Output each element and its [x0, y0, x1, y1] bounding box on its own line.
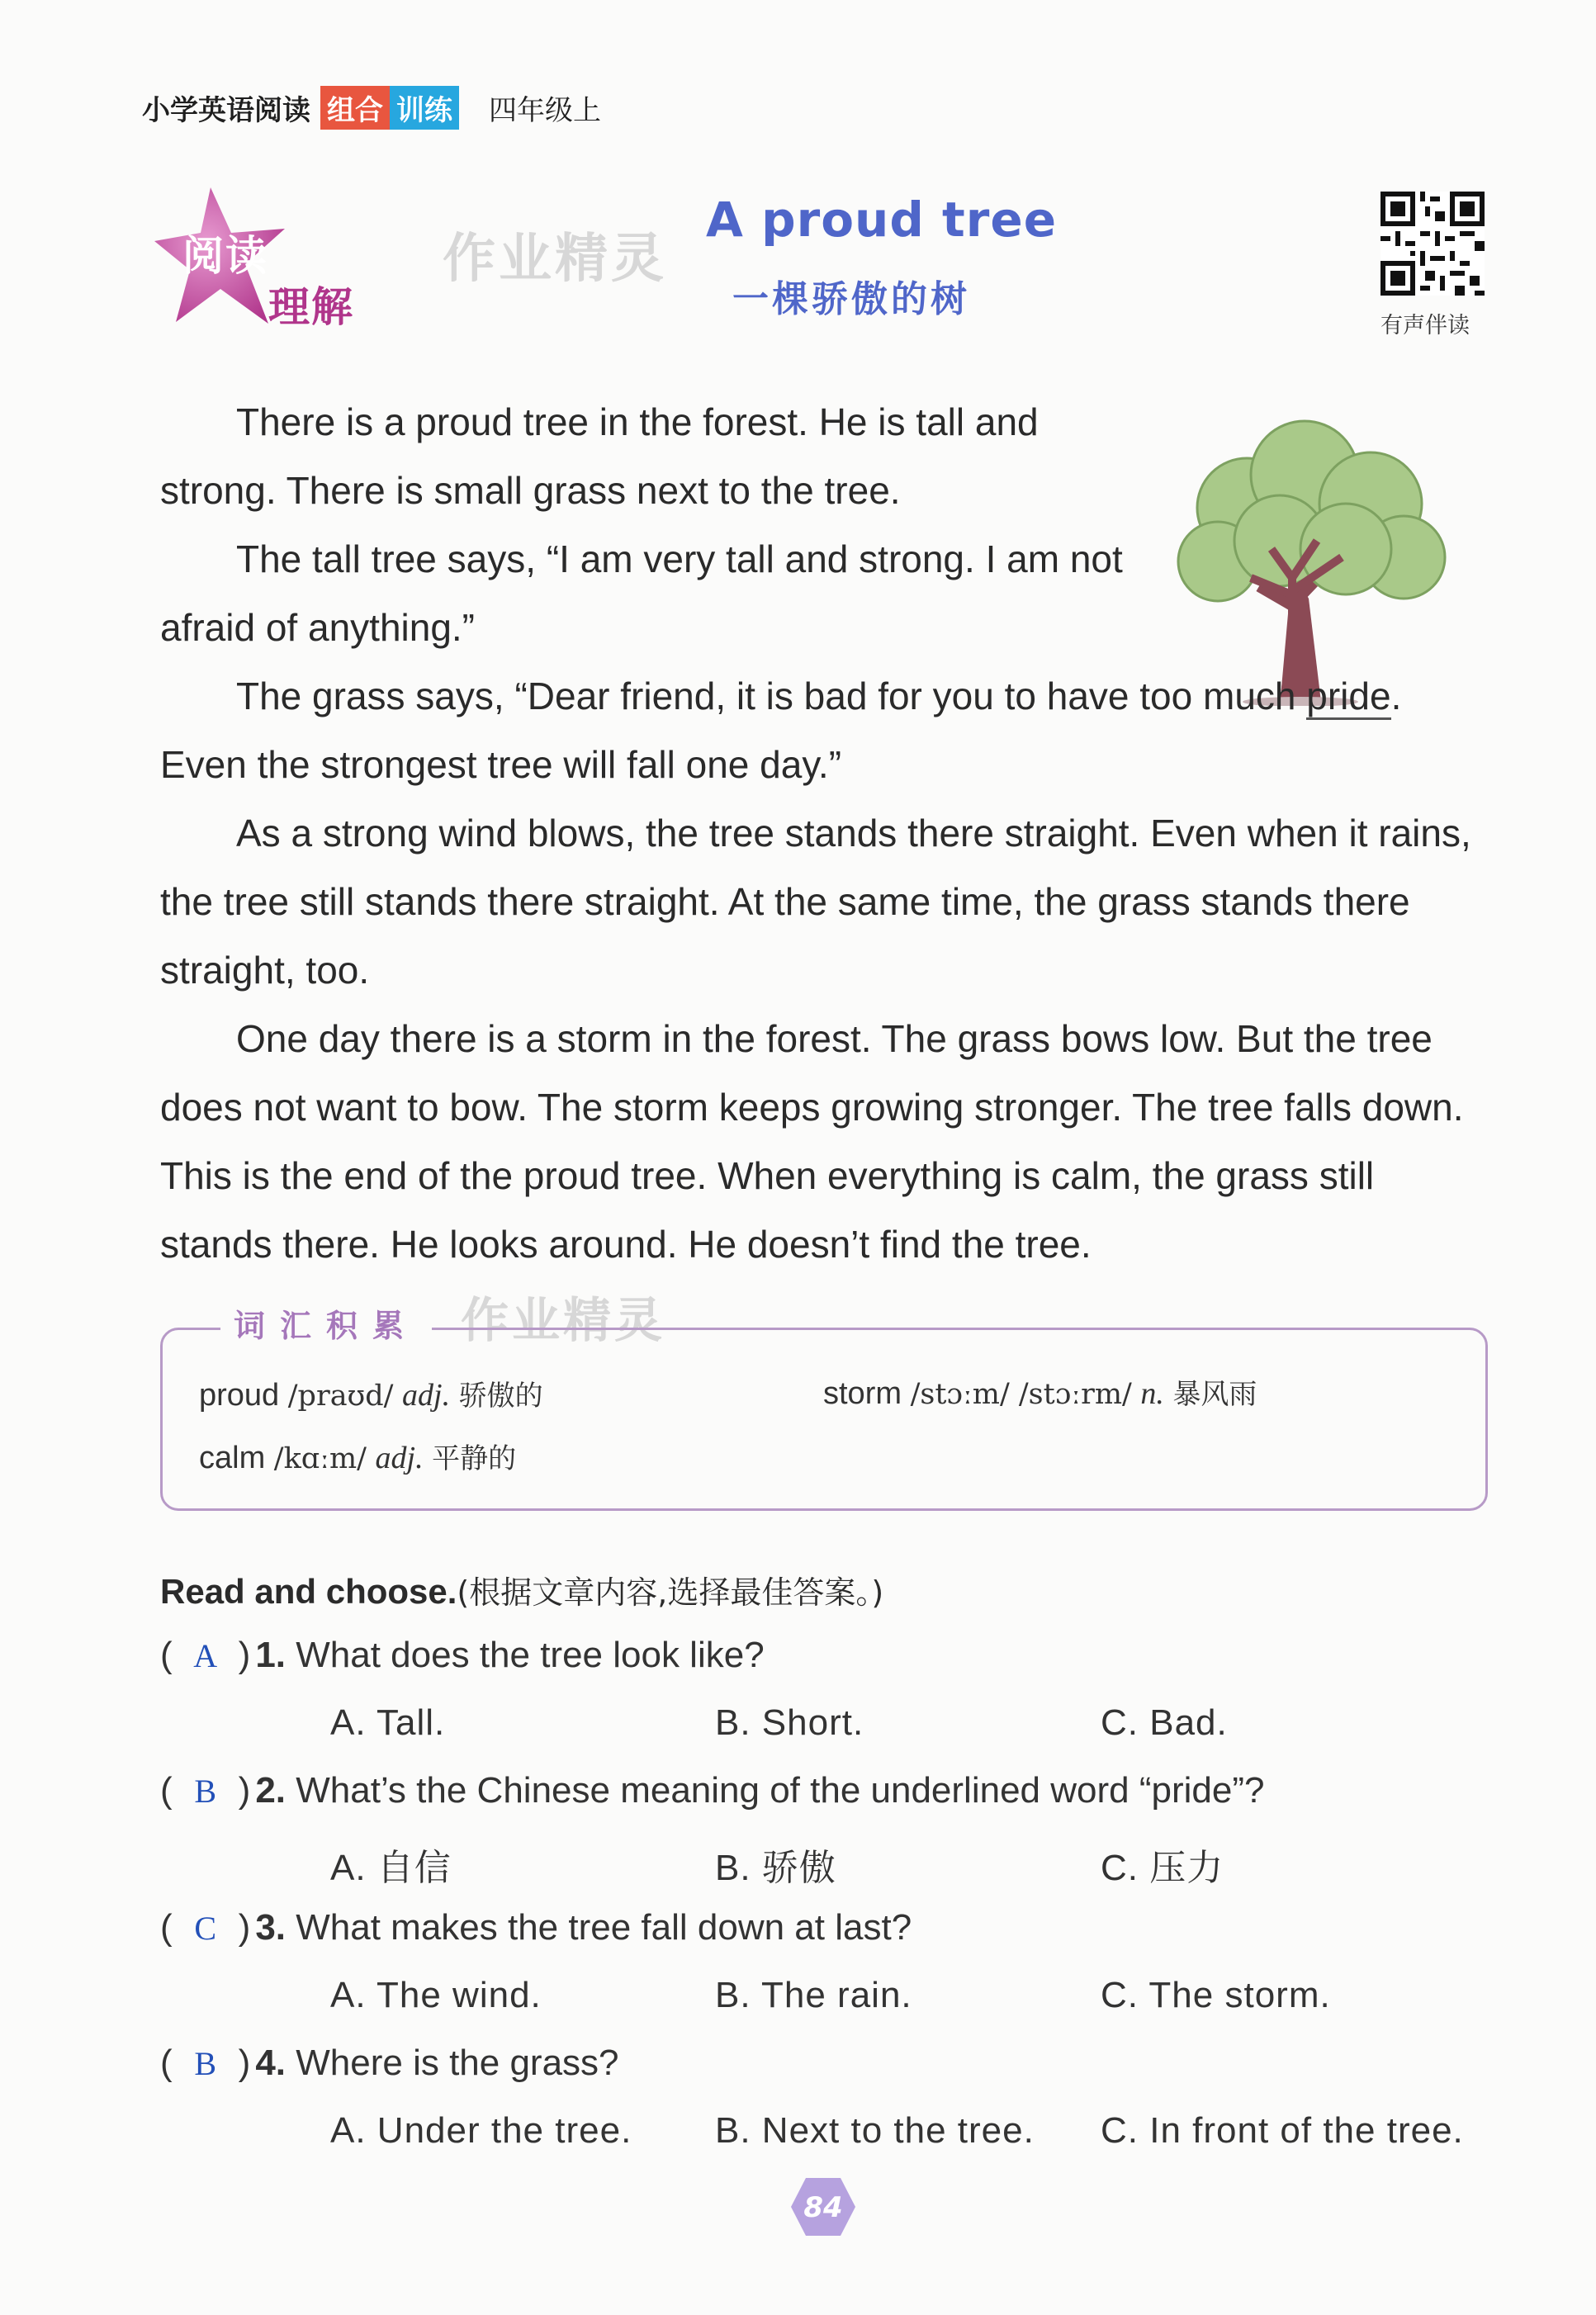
page-number — [789, 2176, 857, 2237]
grade-label: 四年级上 — [489, 93, 601, 127]
book-header — [142, 86, 601, 129]
option-3b[interactable]: B. The rain. — [715, 1975, 912, 2015]
passage-subtitle: 一棵骄傲的树 — [732, 278, 970, 320]
answer-bracket-close: ) — [238, 1635, 251, 1675]
answer-bracket-open: ( — [160, 1907, 173, 1948]
vocab-item-storm — [823, 1371, 1257, 1412]
option-2c[interactable]: C. 压力 — [1101, 1848, 1224, 1888]
answer-bracket-open: ( — [160, 2043, 173, 2083]
question-number: 1. — [255, 1635, 287, 1675]
vocab-meaning: 平静的 — [432, 1442, 517, 1475]
paragraph-3-text: The grass says, “Dear friend, it is bad for you to have too much — [236, 675, 1307, 717]
option-3a[interactable]: A. The wind. — [330, 1975, 542, 2015]
vocab-item-calm — [199, 1436, 516, 1476]
question-4 — [160, 2043, 619, 2084]
page-number-text: 84 — [803, 2191, 843, 2224]
option-3c[interactable]: C. The storm. — [1101, 1975, 1331, 2015]
question-number: 2. — [255, 1770, 287, 1811]
vocab-phonetic: /stɔːm/ /stɔːrm/ — [910, 1378, 1132, 1411]
option-1c[interactable]: C. Bad. — [1101, 1702, 1228, 1743]
answer-bracket-close: ) — [238, 2043, 251, 2083]
question-2 — [160, 1770, 1264, 1811]
question-text: What makes the tree fall down at last? — [296, 1907, 912, 1948]
vocab-meaning: 骄傲的 — [458, 1380, 543, 1413]
vocab-item-proud — [199, 1373, 543, 1413]
answer-blank[interactable]: B — [194, 2045, 216, 2082]
option-1b[interactable]: B. Short. — [715, 1702, 864, 1743]
paragraph-1: There is a proud tree in the forest. He is tall and strong. There is small grass next to the tree. — [160, 400, 1039, 512]
question-1 — [160, 1635, 765, 1676]
answer-bracket-close: ) — [238, 1770, 251, 1811]
answer-blank[interactable]: B — [194, 1773, 216, 1810]
option-4c[interactable]: C. In front of the tree. — [1101, 2110, 1464, 2151]
question-number: 4. — [255, 2043, 287, 2083]
series-tag-left: 组合 — [320, 86, 390, 130]
vocab-word: proud — [199, 1378, 280, 1413]
question-text: Where is the grass? — [296, 2043, 619, 2083]
question-text: What’s the Chinese meaning of the underlined word “pride”? — [296, 1770, 1265, 1811]
instruction-zh: (根据文章内容,选择最佳答案。) — [457, 1574, 884, 1611]
vocab-phonetic: /praʊd/ — [287, 1380, 394, 1413]
vocabulary-title: 词汇积累 — [220, 1300, 432, 1346]
watermark: 作业精灵 — [443, 229, 667, 290]
vocab-pos: n. — [1140, 1376, 1164, 1411]
paragraph-5: One day there is a storm in the forest. The grass bows low. But the tree does not want to bow. The storm keeps growing stronger. The tree falls down. This is the end of the proud tree. When everything is calm, the grass still stands there. He looks around. He doesn’t find the tree. — [160, 1017, 1464, 1266]
answer-bracket-open: ( — [160, 1635, 173, 1675]
audio-label: 有声伴读 — [1381, 313, 1470, 338]
badge-line-2: 理解 — [268, 283, 354, 331]
paragraph-2: The tall tree says, “I am very tall and strong. I am not afraid of anything.” — [160, 537, 1123, 649]
underlined-word: pride — [1306, 675, 1390, 720]
series-tag-right: 训练 — [390, 86, 459, 130]
answer-bracket-close: ) — [238, 1907, 251, 1948]
qr-code-icon[interactable] — [1381, 192, 1485, 296]
reading-badge — [153, 183, 367, 340]
vocab-pos: adj. — [402, 1378, 451, 1413]
option-4a[interactable]: A. Under the tree. — [330, 2110, 632, 2151]
answer-blank[interactable]: A — [193, 1637, 218, 1674]
passage-title: A proud tree — [706, 192, 1058, 248]
paragraph-4: As a strong wind blows, the tree stands there straight. Even when it rains, the tree still stands there straight. At the same time, the grass stands there straight, too. — [160, 812, 1471, 992]
option-4b[interactable]: B. Next to the tree. — [715, 2110, 1035, 2151]
question-3 — [160, 1907, 912, 1948]
vocab-phonetic: /kɑːm/ — [273, 1442, 367, 1475]
option-1a[interactable]: A. Tall. — [330, 1702, 446, 1743]
option-2a[interactable]: A. 自信 — [330, 1848, 452, 1888]
vocab-word: storm — [823, 1376, 902, 1411]
paragraph-3 — [160, 662, 1485, 799]
question-number: 3. — [255, 1907, 287, 1948]
question-text: What does the tree look like? — [296, 1635, 765, 1675]
series-title: 小学英语阅读 — [142, 93, 310, 127]
paragraph-3-end: . Even the strongest tree will fall one day.” — [160, 675, 1402, 786]
option-2b[interactable]: B. 骄傲 — [715, 1848, 836, 1888]
answer-bracket-open: ( — [160, 1770, 173, 1811]
exercise-instruction — [160, 1567, 883, 1612]
instruction-en: Read and choose. — [160, 1572, 457, 1611]
answer-blank[interactable]: C — [194, 1910, 216, 1947]
watermark-2: 作业精灵 — [461, 1292, 666, 1348]
vocab-word: calm — [199, 1441, 266, 1475]
vocab-pos: adj. — [375, 1441, 424, 1475]
reading-passage — [160, 388, 1485, 1279]
vocab-meaning: 暴风雨 — [1172, 1378, 1257, 1411]
badge-line-1: 阅读 — [182, 232, 268, 280]
